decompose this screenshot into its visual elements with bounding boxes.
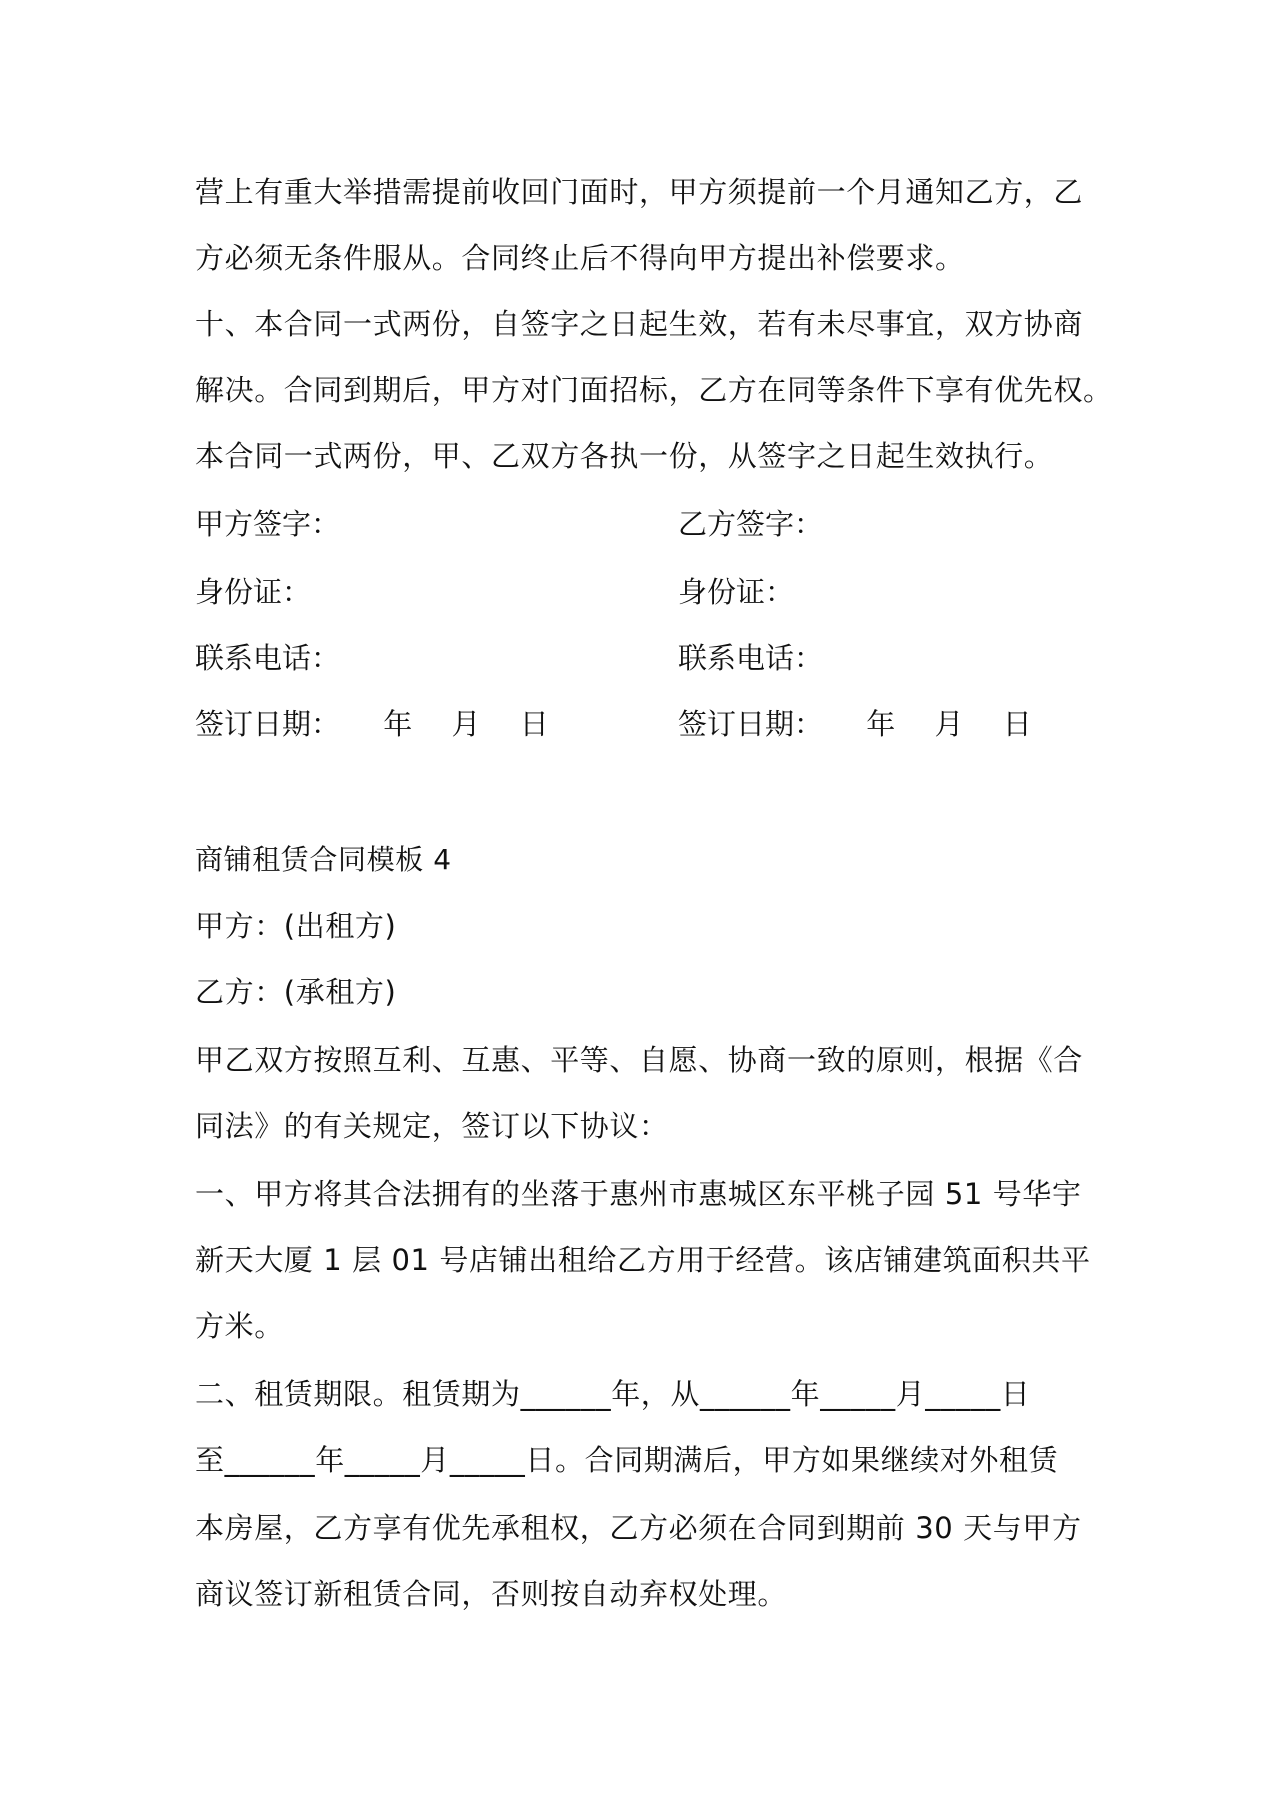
year-label: 年 xyxy=(866,707,896,741)
paragraph-line: 至______年_____月_____日。合同期满后，甲方如果继续对外租赁 xyxy=(195,1443,1059,1477)
party-b-phone-label: 联系电话： xyxy=(678,641,824,675)
clause-one-line: 一、甲方将其合法拥有的坐落于惠州市惠城区东平桃子园 51 号华宇 xyxy=(195,1177,1082,1211)
paragraph-line: 解决。合同到期后，甲方对门面招标，乙方在同等条件下享有优先权。 xyxy=(195,373,1113,407)
paragraph-line: 本房屋，乙方享有优先承租权，乙方必须在合同到期前 30 天与甲方 xyxy=(195,1511,1082,1545)
clause-ten-line: 十、本合同一式两份，自签字之日起生效，若有未尽事宜，双方协商 xyxy=(195,307,1084,341)
party-b-line: 乙方：(承租方) xyxy=(195,975,397,1009)
paragraph-line: 本合同一式两份，甲、乙双方各执一份，从签字之日起生效执行。 xyxy=(195,439,1054,473)
party-a-id-label: 身份证： xyxy=(195,575,312,609)
party-b-date xyxy=(678,704,1032,744)
paragraph-line: 方必须无条件服从。合同终止后不得向甲方提出补偿要求。 xyxy=(195,241,965,275)
party-b-signature-label: 乙方签字： xyxy=(678,507,824,541)
day-label: 日 xyxy=(1002,707,1032,741)
paragraph-line: 同法》的有关规定，签订以下协议： xyxy=(195,1109,669,1143)
party-a-phone-label: 联系电话： xyxy=(195,641,341,675)
year-label: 年 xyxy=(383,707,413,741)
paragraph-line: 方米。 xyxy=(195,1309,284,1343)
paragraph-line: 新天大厦 1 层 01 号店铺出租给乙方用于经营。该店铺建筑面积共平 xyxy=(195,1243,1091,1277)
party-a-date xyxy=(195,704,549,744)
paragraph-line: 甲乙双方按照互利、互惠、平等、自愿、协商一致的原则，根据《合 xyxy=(195,1043,1084,1077)
date-label: 签订日期： xyxy=(195,707,341,741)
date-label: 签订日期： xyxy=(678,707,824,741)
party-a-signature-label: 甲方签字： xyxy=(195,507,341,541)
day-label: 日 xyxy=(519,707,549,741)
paragraph-line: 营上有重大举措需提前收回门面时，甲方须提前一个月通知乙方，乙 xyxy=(195,175,1084,209)
month-label: 月 xyxy=(451,707,481,741)
section-title: 商铺租赁合同模板 4 xyxy=(195,843,452,876)
paragraph-line: 商议签订新租赁合同，否则按自动弃权处理。 xyxy=(195,1577,788,1611)
party-a-line: 甲方：(出租方) xyxy=(195,909,397,943)
month-label: 月 xyxy=(934,707,964,741)
clause-two-line: 二、租赁期限。租赁期为______年，从______年_____月_____日 xyxy=(195,1377,1031,1411)
party-b-id-label: 身份证： xyxy=(678,575,795,609)
